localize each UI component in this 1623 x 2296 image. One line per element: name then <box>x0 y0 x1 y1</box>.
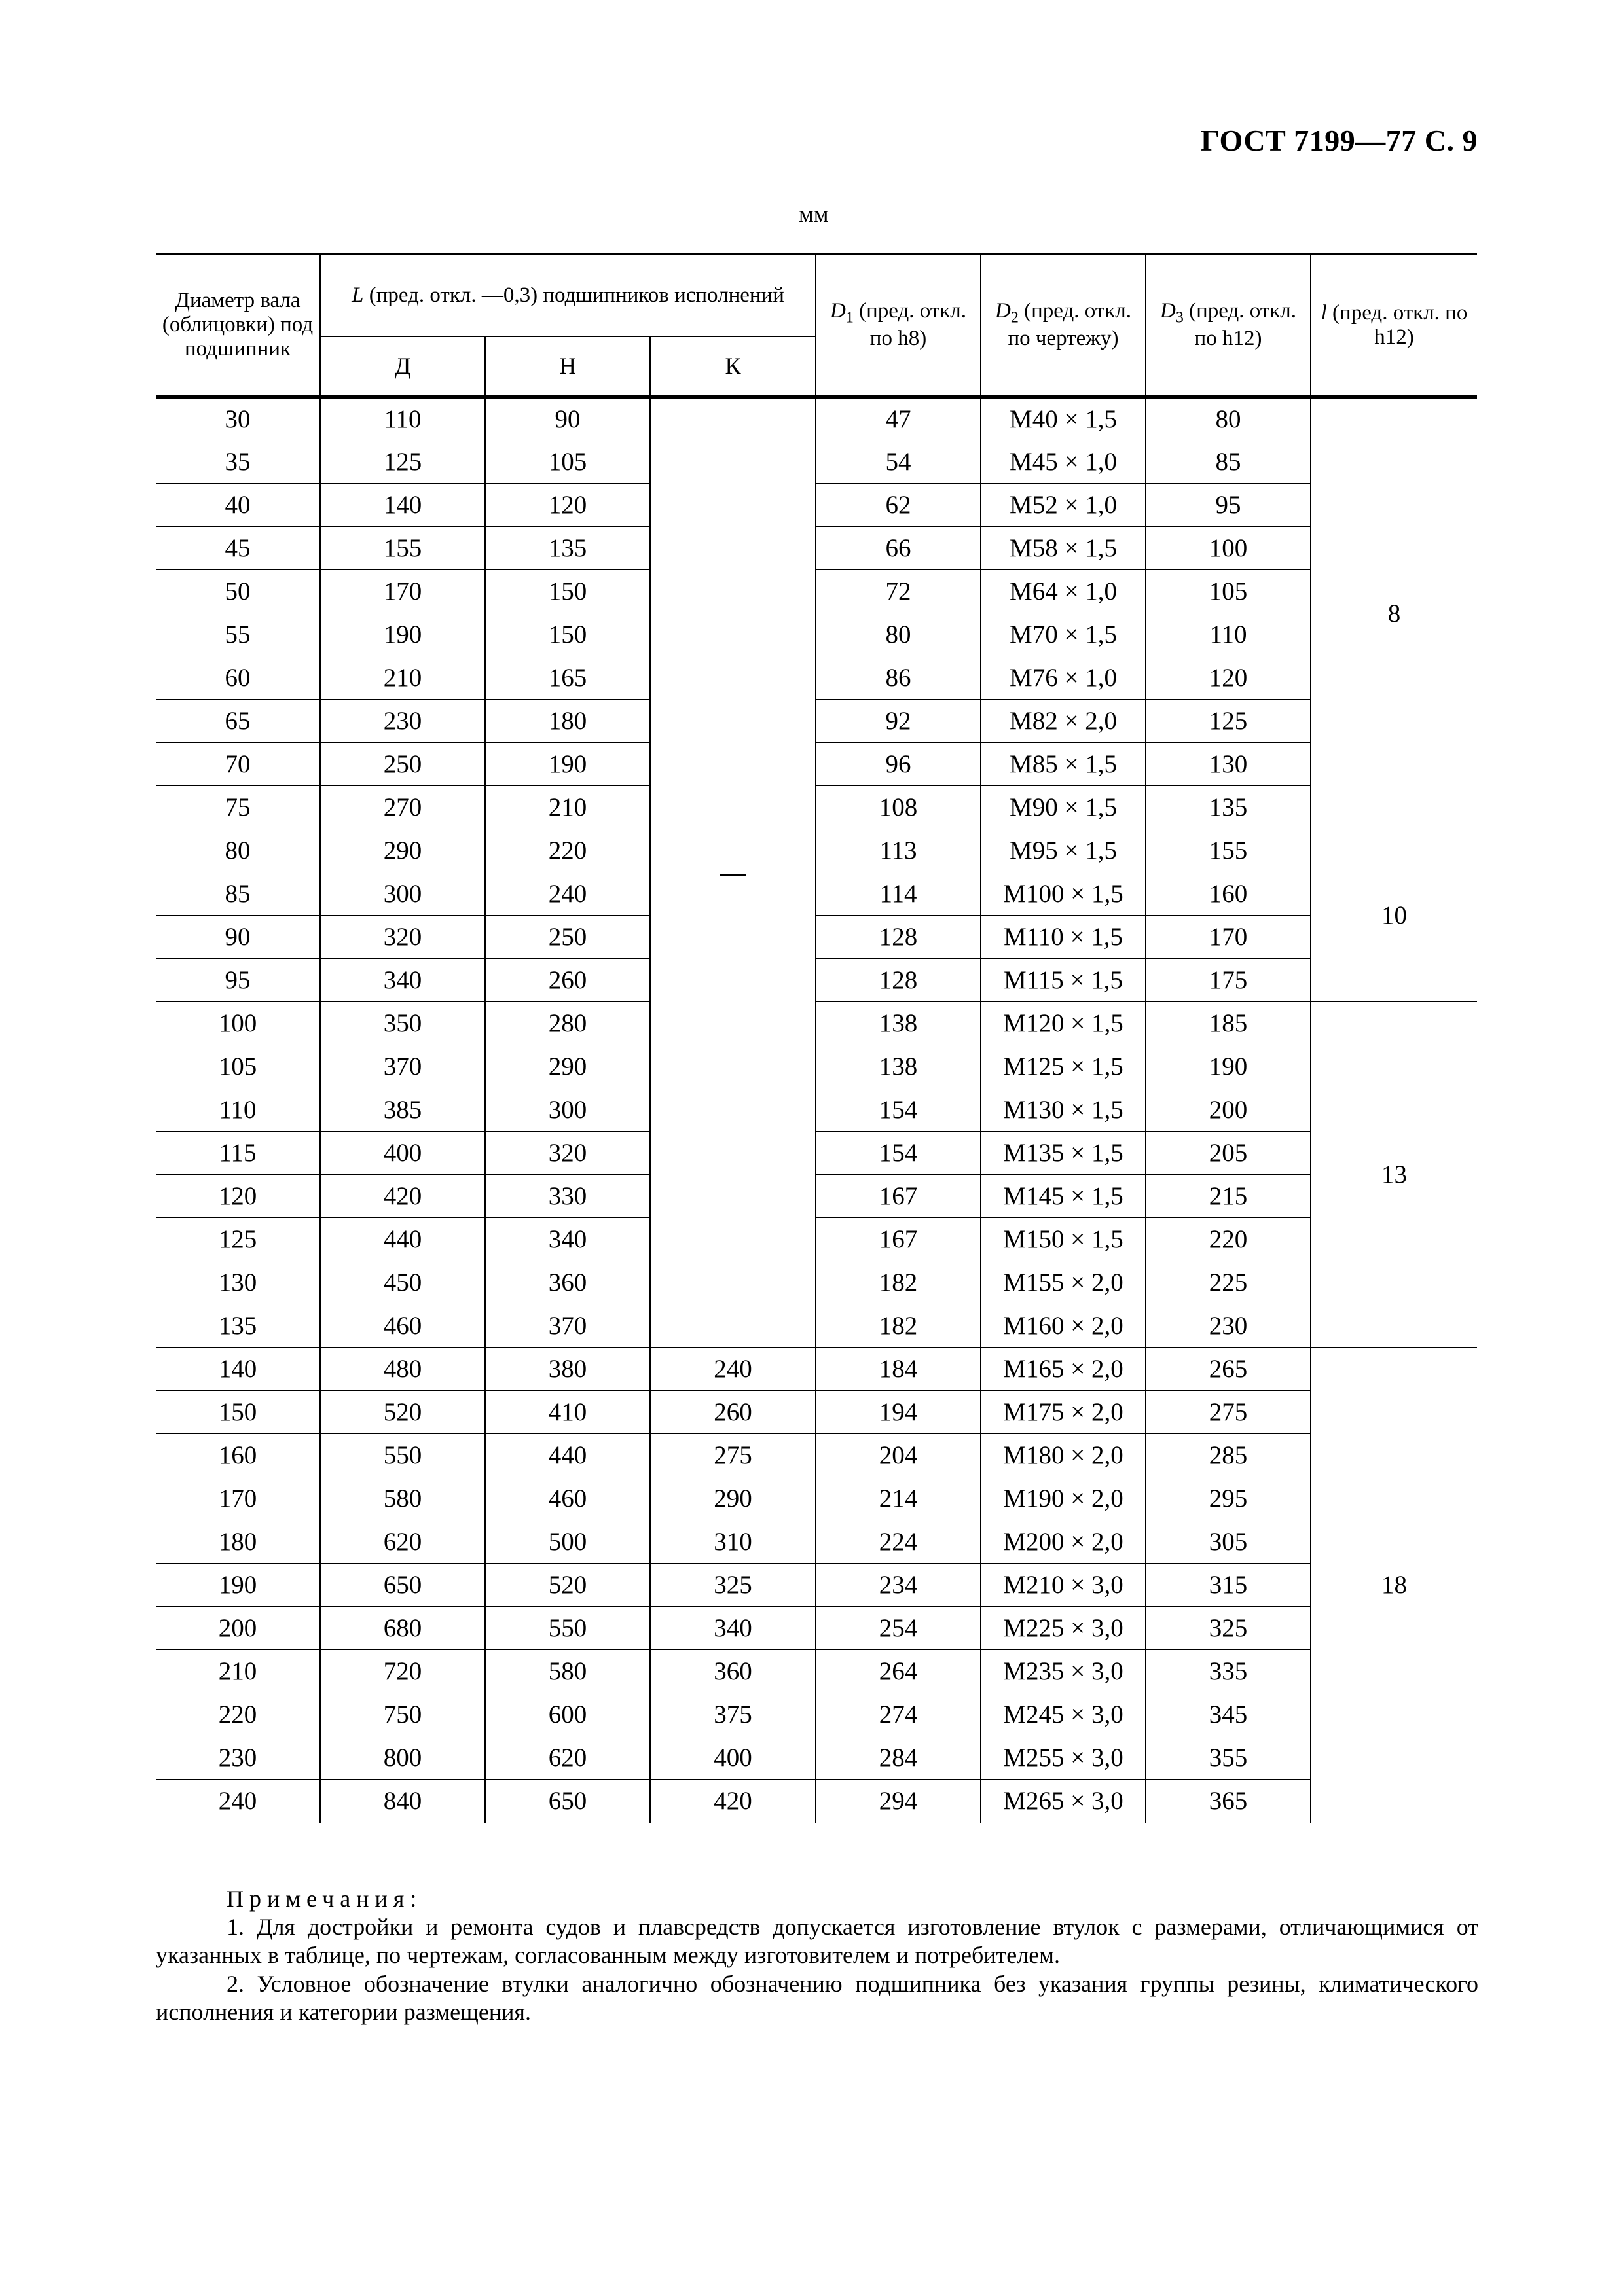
table-row <box>156 1736 1477 1780</box>
cell-n: 105 <box>485 440 650 484</box>
cell-d1: 224 <box>816 1520 981 1564</box>
cell-k-dash: — <box>650 397 816 1348</box>
cell-n: 460 <box>485 1477 650 1520</box>
cell-d2: M200 × 2,0 <box>981 1520 1146 1564</box>
cell-d2: M245 × 3,0 <box>981 1693 1146 1736</box>
header-k: К <box>650 336 816 397</box>
cell-diameter: 180 <box>156 1520 320 1564</box>
cell-d2: M76 × 1,0 <box>981 656 1146 700</box>
cell-d: 400 <box>320 1132 485 1175</box>
cell-diameter: 150 <box>156 1391 320 1434</box>
cell-d2: M255 × 3,0 <box>981 1736 1146 1780</box>
cell-diameter: 220 <box>156 1693 320 1736</box>
cell-d1: 184 <box>816 1348 981 1391</box>
cell-diameter: 75 <box>156 786 320 829</box>
cell-d: 250 <box>320 743 485 786</box>
cell-n: 150 <box>485 570 650 613</box>
cell-d2: M160 × 2,0 <box>981 1304 1146 1348</box>
cell-d3: 295 <box>1146 1477 1311 1520</box>
cell-d3: 325 <box>1146 1607 1311 1650</box>
cell-d1: 214 <box>816 1477 981 1520</box>
table-row <box>156 916 1477 959</box>
cell-d2: M58 × 1,5 <box>981 527 1146 570</box>
cell-d3: 285 <box>1146 1434 1311 1477</box>
header-d: Д <box>320 336 485 397</box>
table-row <box>156 613 1477 656</box>
cell-diameter: 110 <box>156 1088 320 1132</box>
cell-d3: 185 <box>1146 1002 1311 1045</box>
table-row <box>156 656 1477 700</box>
cell-n: 620 <box>485 1736 650 1780</box>
table-row <box>156 872 1477 916</box>
cell-d: 460 <box>320 1304 485 1348</box>
cell-d1: 182 <box>816 1304 981 1348</box>
note-item: 2. Условное обозначение втулки аналогично обозначению подшипника без указания группы резины, климатического исполнения и категории размещения. <box>156 1970 1478 2025</box>
cell-d1: 96 <box>816 743 981 786</box>
cell-d1: 194 <box>816 1391 981 1434</box>
notes-title: Примечания: <box>227 1886 423 1912</box>
cell-d2: M52 × 1,0 <box>981 484 1146 527</box>
cell-k: 360 <box>650 1650 816 1693</box>
cell-d: 580 <box>320 1477 485 1520</box>
cell-d3: 175 <box>1146 959 1311 1002</box>
cell-n: 330 <box>485 1175 650 1218</box>
cell-diameter: 50 <box>156 570 320 613</box>
cell-d1: 182 <box>816 1261 981 1304</box>
cell-d2: M82 × 2,0 <box>981 700 1146 743</box>
cell-diameter: 130 <box>156 1261 320 1304</box>
cell-d3: 130 <box>1146 743 1311 786</box>
cell-n: 210 <box>485 786 650 829</box>
cell-n: 550 <box>485 1607 650 1650</box>
cell-n: 300 <box>485 1088 650 1132</box>
notes <box>156 1885 1478 2026</box>
cell-n: 600 <box>485 1693 650 1736</box>
table-row <box>156 1520 1477 1564</box>
table-body <box>156 397 1477 1823</box>
header-d1 <box>816 254 981 397</box>
cell-d3: 205 <box>1146 1132 1311 1175</box>
cell-d1: 72 <box>816 570 981 613</box>
cell-n: 90 <box>485 397 650 440</box>
cell-k: 400 <box>650 1736 816 1780</box>
cell-n: 290 <box>485 1045 650 1088</box>
cell-diameter: 55 <box>156 613 320 656</box>
cell-d: 290 <box>320 829 485 872</box>
cell-diameter: 85 <box>156 872 320 916</box>
cell-d: 385 <box>320 1088 485 1132</box>
cell-n: 500 <box>485 1520 650 1564</box>
table-row <box>156 484 1477 527</box>
cell-d2: M235 × 3,0 <box>981 1650 1146 1693</box>
cell-n: 190 <box>485 743 650 786</box>
cell-d2: M225 × 3,0 <box>981 1607 1146 1650</box>
cell-diameter: 135 <box>156 1304 320 1348</box>
header-l-group-text: L (пред. откл. —0,3) подшипников исполнений <box>352 283 784 307</box>
cell-d1: 154 <box>816 1132 981 1175</box>
cell-d2: M90 × 1,5 <box>981 786 1146 829</box>
table-row <box>156 527 1477 570</box>
cell-d1: 47 <box>816 397 981 440</box>
table-row <box>156 1002 1477 1045</box>
table-row <box>156 1088 1477 1132</box>
cell-d3: 160 <box>1146 872 1311 916</box>
header-shaft-diameter: Диаметр вала (облицовки) под подшипник <box>156 254 320 397</box>
cell-k: 325 <box>650 1564 816 1607</box>
cell-d1: 92 <box>816 700 981 743</box>
table-row <box>156 1175 1477 1218</box>
cell-d: 550 <box>320 1434 485 1477</box>
cell-d3: 200 <box>1146 1088 1311 1132</box>
cell-d1: 138 <box>816 1002 981 1045</box>
cell-d1: 294 <box>816 1780 981 1823</box>
cell-d3: 230 <box>1146 1304 1311 1348</box>
cell-diameter: 200 <box>156 1607 320 1650</box>
cell-d3: 265 <box>1146 1348 1311 1391</box>
header-d2-text: $D_2$ (пред. откл. по чертежу) <box>995 298 1131 351</box>
cell-d1: 114 <box>816 872 981 916</box>
cell-n: 650 <box>485 1780 650 1823</box>
cell-d3: 170 <box>1146 916 1311 959</box>
table-row <box>156 570 1477 613</box>
cell-d2: M135 × 1,5 <box>981 1132 1146 1175</box>
cell-d: 420 <box>320 1175 485 1218</box>
cell-diameter: 230 <box>156 1736 320 1780</box>
cell-d1: 234 <box>816 1564 981 1607</box>
cell-d1: 108 <box>816 786 981 829</box>
table-row <box>156 829 1477 872</box>
cell-diameter: 95 <box>156 959 320 1002</box>
cell-d1: 113 <box>816 829 981 872</box>
cell-d3: 275 <box>1146 1391 1311 1434</box>
cell-k: 310 <box>650 1520 816 1564</box>
cell-k: 340 <box>650 1607 816 1650</box>
dimensions-table <box>156 253 1477 1823</box>
table-row <box>156 1261 1477 1304</box>
cell-d2: M64 × 1,0 <box>981 570 1146 613</box>
cell-diameter: 90 <box>156 916 320 959</box>
table-row <box>156 1132 1477 1175</box>
cell-d: 750 <box>320 1693 485 1736</box>
cell-diameter: 40 <box>156 484 320 527</box>
cell-d: 210 <box>320 656 485 700</box>
cell-d1: 138 <box>816 1045 981 1088</box>
cell-d1: 274 <box>816 1693 981 1736</box>
cell-d1: 86 <box>816 656 981 700</box>
header-d2 <box>981 254 1146 397</box>
cell-d1: 204 <box>816 1434 981 1477</box>
cell-d1: 54 <box>816 440 981 484</box>
cell-d: 140 <box>320 484 485 527</box>
header-d3-text: $D_3$ (пред. откл. по h12) <box>1160 298 1296 351</box>
cell-n: 580 <box>485 1650 650 1693</box>
cell-l-group: 8 <box>1311 397 1477 829</box>
cell-d2: M40 × 1,5 <box>981 397 1146 440</box>
cell-d1: 66 <box>816 527 981 570</box>
table-row <box>156 397 1477 440</box>
cell-d3: 100 <box>1146 527 1311 570</box>
cell-d3: 125 <box>1146 700 1311 743</box>
table-row <box>156 1434 1477 1477</box>
cell-d3: 120 <box>1146 656 1311 700</box>
cell-k: 420 <box>650 1780 816 1823</box>
cell-d3: 215 <box>1146 1175 1311 1218</box>
cell-l-group: 18 <box>1311 1348 1477 1823</box>
cell-n: 220 <box>485 829 650 872</box>
cell-d2: M165 × 2,0 <box>981 1348 1146 1391</box>
cell-diameter: 170 <box>156 1477 320 1520</box>
cell-d2: M155 × 2,0 <box>981 1261 1146 1304</box>
cell-n: 370 <box>485 1304 650 1348</box>
cell-n: 360 <box>485 1261 650 1304</box>
cell-d3: 135 <box>1146 786 1311 829</box>
cell-n: 340 <box>485 1218 650 1261</box>
cell-d2: M120 × 1,5 <box>981 1002 1146 1045</box>
cell-n: 280 <box>485 1002 650 1045</box>
cell-d2: M95 × 1,5 <box>981 829 1146 872</box>
cell-d: 450 <box>320 1261 485 1304</box>
cell-d3: 335 <box>1146 1650 1311 1693</box>
cell-d: 370 <box>320 1045 485 1088</box>
cell-d: 190 <box>320 613 485 656</box>
cell-diameter: 190 <box>156 1564 320 1607</box>
cell-n: 520 <box>485 1564 650 1607</box>
cell-d: 340 <box>320 959 485 1002</box>
cell-d1: 264 <box>816 1650 981 1693</box>
cell-n: 250 <box>485 916 650 959</box>
cell-d: 300 <box>320 872 485 916</box>
cell-diameter: 240 <box>156 1780 320 1823</box>
cell-d2: M100 × 1,5 <box>981 872 1146 916</box>
cell-d2: M70 × 1,5 <box>981 613 1146 656</box>
cell-d1: 80 <box>816 613 981 656</box>
table-row <box>156 786 1477 829</box>
table-row <box>156 1693 1477 1736</box>
cell-d3: 355 <box>1146 1736 1311 1780</box>
cell-d: 680 <box>320 1607 485 1650</box>
cell-d: 125 <box>320 440 485 484</box>
cell-d1: 128 <box>816 959 981 1002</box>
cell-n: 320 <box>485 1132 650 1175</box>
cell-n: 120 <box>485 484 650 527</box>
cell-k: 260 <box>650 1391 816 1434</box>
table-row <box>156 1218 1477 1261</box>
table-row <box>156 700 1477 743</box>
cell-diameter: 45 <box>156 527 320 570</box>
cell-k: 290 <box>650 1477 816 1520</box>
cell-d3: 190 <box>1146 1045 1311 1088</box>
cell-n: 240 <box>485 872 650 916</box>
cell-d2: M130 × 1,5 <box>981 1088 1146 1132</box>
cell-d3: 80 <box>1146 397 1311 440</box>
cell-n: 410 <box>485 1391 650 1434</box>
header-d3 <box>1146 254 1311 397</box>
header-l-text: l (пред. откл. по h12) <box>1321 300 1468 349</box>
cell-n: 260 <box>485 959 650 1002</box>
table-row <box>156 1780 1477 1823</box>
header-l-group <box>320 254 816 336</box>
cell-d3: 345 <box>1146 1693 1311 1736</box>
cell-d2: M125 × 1,5 <box>981 1045 1146 1088</box>
cell-d2: M150 × 1,5 <box>981 1218 1146 1261</box>
cell-diameter: 80 <box>156 829 320 872</box>
cell-d: 170 <box>320 570 485 613</box>
cell-d3: 105 <box>1146 570 1311 613</box>
table-row <box>156 1391 1477 1434</box>
table-row <box>156 1564 1477 1607</box>
cell-diameter: 30 <box>156 397 320 440</box>
cell-d3: 225 <box>1146 1261 1311 1304</box>
cell-d2: M175 × 2,0 <box>981 1391 1146 1434</box>
cell-n: 165 <box>485 656 650 700</box>
table-header-row <box>156 254 1477 336</box>
cell-d: 720 <box>320 1650 485 1693</box>
cell-d1: 284 <box>816 1736 981 1780</box>
cell-d: 440 <box>320 1218 485 1261</box>
cell-d1: 254 <box>816 1607 981 1650</box>
table-row <box>156 1650 1477 1693</box>
cell-l-group: 13 <box>1311 1002 1477 1348</box>
cell-n: 135 <box>485 527 650 570</box>
cell-n: 380 <box>485 1348 650 1391</box>
cell-d2: M180 × 2,0 <box>981 1434 1146 1477</box>
cell-d3: 305 <box>1146 1520 1311 1564</box>
table-row <box>156 959 1477 1002</box>
cell-d: 650 <box>320 1564 485 1607</box>
cell-d2: M110 × 1,5 <box>981 916 1146 959</box>
table-row <box>156 1607 1477 1650</box>
cell-d2: M85 × 1,5 <box>981 743 1146 786</box>
cell-d3: 220 <box>1146 1218 1311 1261</box>
cell-d: 155 <box>320 527 485 570</box>
table-row <box>156 440 1477 484</box>
cell-diameter: 140 <box>156 1348 320 1391</box>
cell-d2: M210 × 3,0 <box>981 1564 1146 1607</box>
cell-k: 240 <box>650 1348 816 1391</box>
cell-d: 840 <box>320 1780 485 1823</box>
cell-diameter: 100 <box>156 1002 320 1045</box>
cell-d: 800 <box>320 1736 485 1780</box>
cell-diameter: 70 <box>156 743 320 786</box>
cell-d2: M115 × 1,5 <box>981 959 1146 1002</box>
table-row <box>156 743 1477 786</box>
cell-d2: M145 × 1,5 <box>981 1175 1146 1218</box>
header-l <box>1311 254 1477 397</box>
cell-d2: M265 × 3,0 <box>981 1780 1146 1823</box>
table-row <box>156 1045 1477 1088</box>
cell-n: 180 <box>485 700 650 743</box>
cell-d3: 365 <box>1146 1780 1311 1823</box>
cell-diameter: 105 <box>156 1045 320 1088</box>
cell-d1: 128 <box>816 916 981 959</box>
cell-d1: 167 <box>816 1175 981 1218</box>
cell-d1: 62 <box>816 484 981 527</box>
cell-l-group: 10 <box>1311 829 1477 1002</box>
cell-diameter: 125 <box>156 1218 320 1261</box>
cell-diameter: 60 <box>156 656 320 700</box>
header-d1-text: $D_1$ (пред. откл. по h8) <box>830 298 966 351</box>
cell-diameter: 115 <box>156 1132 320 1175</box>
table-row <box>156 1348 1477 1391</box>
cell-diameter: 210 <box>156 1650 320 1693</box>
cell-d3: 95 <box>1146 484 1311 527</box>
cell-n: 150 <box>485 613 650 656</box>
header-n: Н <box>485 336 650 397</box>
units-label: мм <box>799 201 829 227</box>
cell-diameter: 120 <box>156 1175 320 1218</box>
cell-d: 620 <box>320 1520 485 1564</box>
cell-d1: 167 <box>816 1218 981 1261</box>
cell-diameter: 35 <box>156 440 320 484</box>
cell-d1: 154 <box>816 1088 981 1132</box>
note-item: 1. Для достройки и ремонта судов и плавсредств допускается изготовление втулок с размерами, отличающимися от указанных в таблице, по чертежам, согласованным между изготовителем и потребителем. <box>156 1914 1478 1969</box>
cell-d3: 315 <box>1146 1564 1311 1607</box>
cell-diameter: 160 <box>156 1434 320 1477</box>
cell-n: 440 <box>485 1434 650 1477</box>
cell-d: 230 <box>320 700 485 743</box>
cell-d: 270 <box>320 786 485 829</box>
cell-d: 350 <box>320 1002 485 1045</box>
cell-d3: 110 <box>1146 613 1311 656</box>
cell-d3: 85 <box>1146 440 1311 484</box>
page-header: ГОСТ 7199—77 С. 9 <box>1200 124 1478 157</box>
table-row <box>156 1477 1477 1520</box>
cell-d: 520 <box>320 1391 485 1434</box>
cell-d3: 155 <box>1146 829 1311 872</box>
cell-d: 110 <box>320 397 485 440</box>
cell-diameter: 65 <box>156 700 320 743</box>
cell-d: 320 <box>320 916 485 959</box>
table-row <box>156 1304 1477 1348</box>
cell-d2: M190 × 2,0 <box>981 1477 1146 1520</box>
cell-k: 375 <box>650 1693 816 1736</box>
cell-k: 275 <box>650 1434 816 1477</box>
cell-d: 480 <box>320 1348 485 1391</box>
cell-d2: M45 × 1,0 <box>981 440 1146 484</box>
